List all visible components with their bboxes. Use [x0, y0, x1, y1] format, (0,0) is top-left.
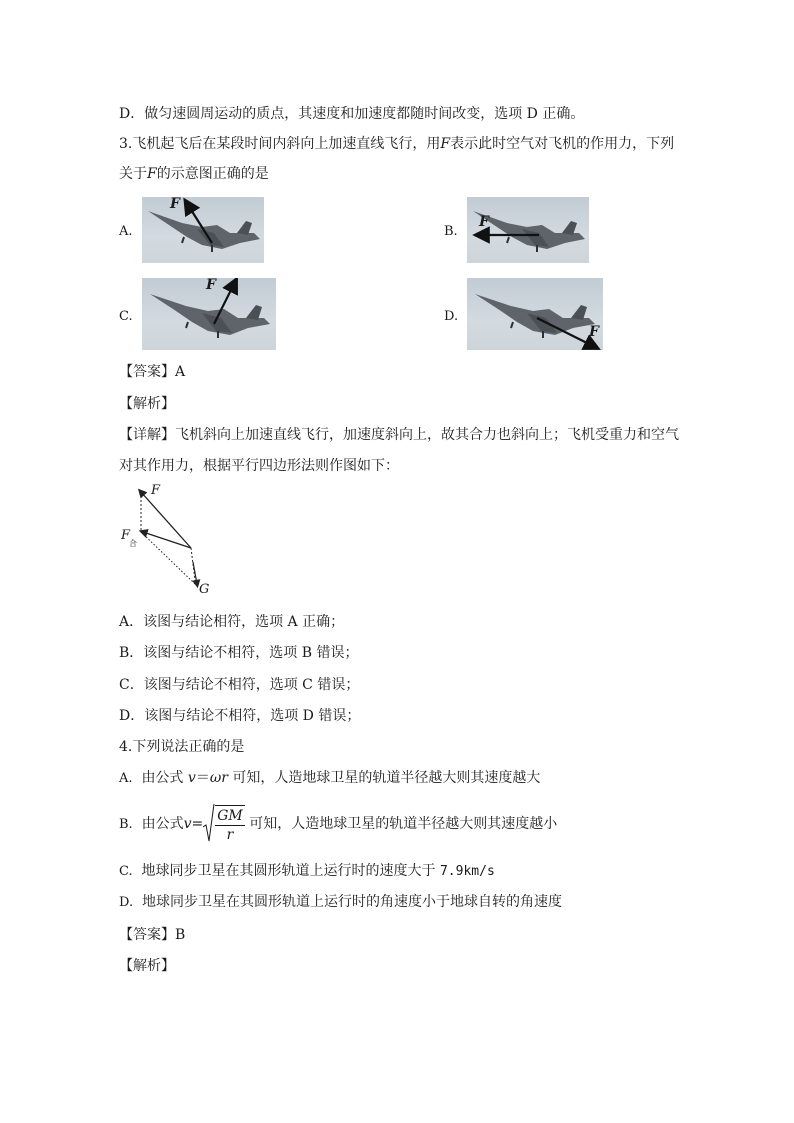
q4-answer-tag: 【答案】: [119, 927, 175, 943]
q3-analysis-tag: 【解析】: [119, 396, 175, 412]
q3-option-b-image[interactable]: [467, 197, 589, 263]
q3-conclusion-b: B．该图与结论不相符，选项 B 错误；: [119, 645, 359, 661]
q3-detail-line2: 对其作用力，根据平行四边形法则作图如下：: [119, 458, 399, 474]
q4-option-b-post: 可知，人造地球卫星的轨道半径越大则其速度越小: [249, 816, 558, 832]
q3-stem-line1: [119, 134, 674, 154]
q3-conclusion-c: C．该图与结论不相符，选项 C 错误；: [119, 677, 360, 693]
q4-option-c-label: C.: [119, 864, 133, 879]
q3-option-d-force-label: F: [589, 324, 599, 340]
diagram-label-fhe: F: [121, 528, 131, 543]
diagram-label-f: F: [151, 483, 161, 498]
q4-option-b-v: v: [183, 816, 192, 832]
q3-option-a-image[interactable]: [142, 197, 264, 263]
q3-stem2-head: 关于: [119, 166, 147, 182]
jet-aircraft-icon: [142, 197, 264, 263]
q4-option-c[interactable]: [119, 861, 495, 882]
q3-option-c-image[interactable]: [142, 278, 276, 350]
q3-answer: [119, 362, 185, 382]
q4-stem: 4.下列说法正确的是: [119, 739, 245, 755]
force-diagram: [119, 480, 219, 598]
jet-aircraft-icon: [467, 197, 589, 263]
sqrt-sign-icon: [203, 803, 215, 845]
q4-option-b[interactable]: [119, 802, 557, 846]
q3-stem-text: 3.飞机起飞后在某段时间内斜向上加速直线飞行，用: [119, 136, 441, 152]
q3-option-d-image[interactable]: [467, 278, 603, 350]
q4-option-b-sqrt: [203, 802, 245, 846]
q3-answer-value: A: [175, 364, 186, 380]
q3-option-b-label[interactable]: B.: [444, 224, 458, 239]
force-g-vector: [193, 562, 197, 584]
q4-option-b-denominator: r: [226, 826, 234, 843]
q3-stem-text-tail: 表示此时空气对飞机的作用力，下列: [450, 136, 675, 152]
q4-option-a-rhs: ωr: [209, 770, 228, 786]
q4-option-a-post: 可知，人造地球卫星的轨道半径越大则其速度越大: [232, 770, 541, 786]
q4-option-c-value: 7.9km/s: [439, 864, 495, 879]
q4-option-d-text: 地球同步卫星在其圆形轨道上运行时的角速度小于地球自转的角速度: [142, 894, 562, 910]
q3-option-c-label[interactable]: C.: [119, 309, 133, 324]
q4-option-d-label: D.: [119, 895, 134, 910]
q4-option-b-pre: 由公式: [141, 816, 184, 832]
q3-answer-tag: 【答案】: [119, 364, 175, 380]
q3-stem2-tail: 的示意图正确的是: [156, 166, 269, 182]
q4-option-a[interactable]: [119, 768, 540, 789]
q4-answer: [119, 925, 185, 945]
q3-option-a-label[interactable]: A.: [119, 224, 133, 239]
q3-option-d-label[interactable]: D.: [444, 309, 459, 324]
q3-stem-line2: [119, 164, 269, 184]
q4-answer-value: B: [175, 927, 186, 943]
q3-stem-symbol-f: F: [440, 136, 451, 152]
q4-option-a-eq: ＝: [195, 770, 210, 786]
q4-option-a-label: A.: [119, 771, 133, 786]
q4-option-a-pre: 由公式: [141, 770, 184, 786]
q3-stem-symbol-f2: F: [147, 166, 157, 182]
q4-option-a-v: v: [187, 770, 196, 786]
jet-aircraft-icon: [467, 278, 603, 350]
q3-conclusion-a: A．该图与结论相符，选项 A 正确；: [119, 614, 345, 630]
q4-option-b-fraction: [215, 805, 245, 844]
q3-option-c-force-label: F: [206, 278, 216, 293]
prev-option-d: D．做匀速圆周运动的质点，其速度和加速度都随时间改变，选项 D 正确。: [119, 106, 585, 122]
diagram-label-he-sub: 合: [129, 539, 137, 548]
q4-option-b-label: B.: [119, 817, 133, 832]
q3-option-b-force-label: F: [479, 214, 489, 230]
q4-option-b-numerator: GM: [217, 807, 243, 824]
q4-option-c-text: 地球同步卫星在其圆形轨道上运行时的速度大于: [141, 863, 436, 879]
diagram-label-g: G: [199, 582, 210, 597]
q4-analysis-tag: 【解析】: [119, 958, 175, 974]
q4-option-b-eq: =: [191, 816, 204, 832]
q3-option-a-force-label: F: [170, 197, 180, 212]
q3-detail-line1: 【详解】飞机斜向上加速直线飞行，加速度斜向上，故其合力也斜向上；飞机受重力和空气: [119, 427, 679, 443]
q4-option-d[interactable]: [119, 892, 562, 913]
q3-conclusion-d: D．该图与结论不相符，选项 D 错误；: [119, 708, 361, 724]
